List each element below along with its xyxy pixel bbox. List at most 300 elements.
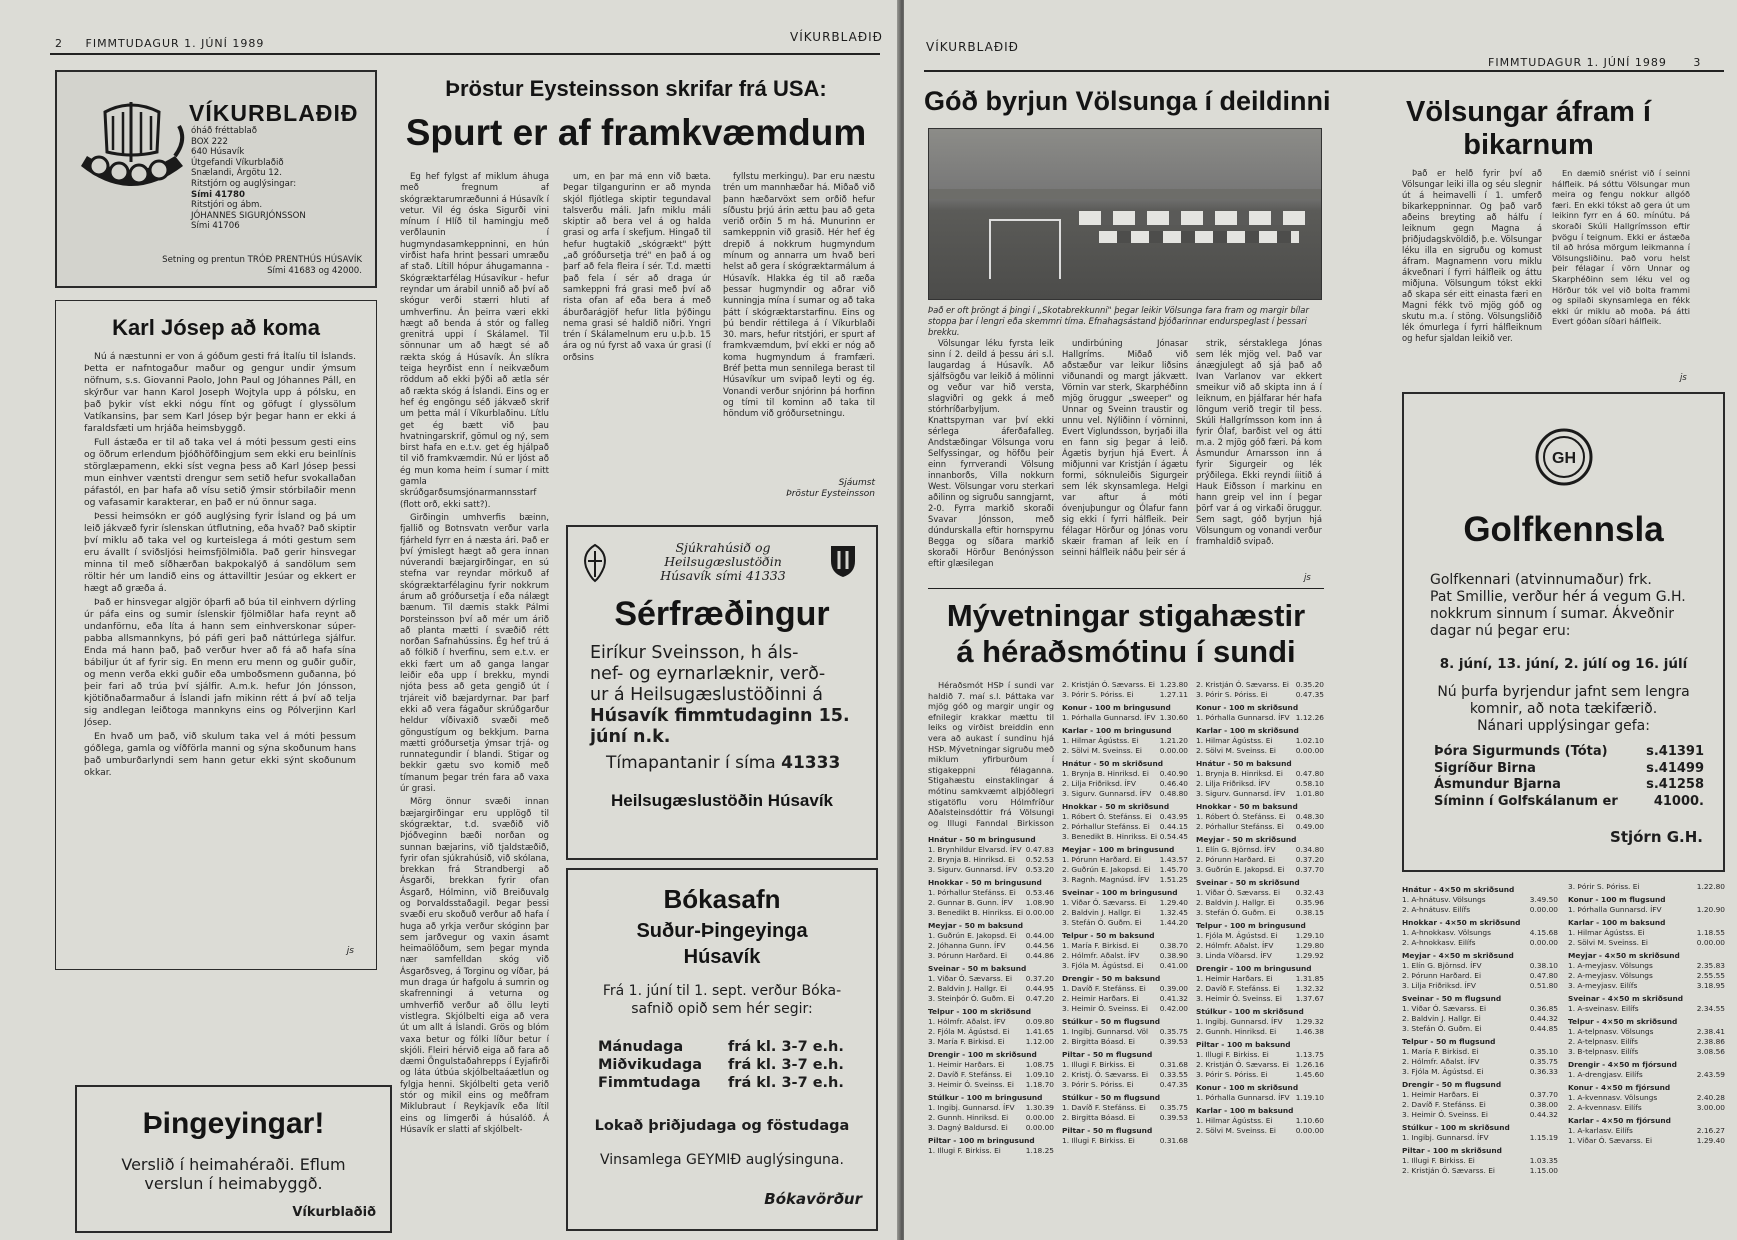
result-row xyxy=(928,865,1054,875)
swim-time: 0.38.70 xyxy=(1159,941,1188,950)
title-line: Mývetningar stigahæstir xyxy=(946,598,1306,633)
event-heading: Karlar - 100 m baksund xyxy=(1196,1106,1294,1115)
swim-time: 1.12.26 xyxy=(1295,713,1324,722)
event-heading: Konur - 4×50 m fjórsund xyxy=(1568,1083,1671,1092)
swim-time: 0.00.00 xyxy=(1159,746,1188,755)
result-row xyxy=(928,1113,1054,1123)
event-heading: Telpur - 4×50 m skriðsund xyxy=(1568,1017,1678,1026)
swimmer-name: 1. Þórhalla Gunnarsd. ÍFV xyxy=(1196,1093,1290,1102)
swim-time: 0.39.53 xyxy=(1159,1037,1188,1046)
bikar-col-1 xyxy=(1402,168,1542,378)
swimmer-name: 3. Sigurv. Gunnarsd. ÍFV xyxy=(1196,789,1286,798)
result-row xyxy=(1568,1093,1725,1103)
swim-time: 3.18.95 xyxy=(1696,981,1725,990)
swimmer-name: 2. Birgitta Bóasd. Ei xyxy=(1062,1037,1135,1046)
thingeyingar-title: Þingeyingar! xyxy=(142,1107,325,1140)
serfraedingur-box xyxy=(566,525,878,860)
result-row xyxy=(1402,928,1558,938)
org-line: Húsavík sími 41333 xyxy=(660,568,786,583)
result-row xyxy=(1402,1133,1558,1143)
result-row xyxy=(928,1123,1054,1133)
swim-time: 1.15.00 xyxy=(1529,1166,1558,1175)
parked-cars xyxy=(1079,211,1309,225)
goalpost xyxy=(989,219,991,279)
masthead-line: 640 Húsavík xyxy=(191,147,245,158)
running-head-right: VÍKURBLAÐIÐ xyxy=(926,40,1019,54)
hours-day: Mánudaga xyxy=(598,1039,684,1055)
swim-time: 0.46.40 xyxy=(1159,779,1188,788)
title-line: bikarnum xyxy=(1463,129,1594,161)
result-row xyxy=(1196,974,1324,984)
swimmer-name: 2. Lilja Friðriksd. ÍFV xyxy=(1196,779,1270,788)
result-row xyxy=(1196,941,1324,951)
swim-time: 0.37.70 xyxy=(1529,1090,1558,1099)
title-line: á héraðsmótinu í sundi xyxy=(956,634,1296,669)
more-line: Nánari upplýsingar gefa: xyxy=(1477,718,1650,734)
swim-time: 0.37.20 xyxy=(1025,974,1054,983)
result-row xyxy=(1196,1126,1324,1136)
swimmer-name: 2. Kristj. Ó. Sævarss. Ei xyxy=(1062,1070,1149,1079)
result-row xyxy=(1062,1037,1188,1047)
photo-caption: Það er oft þröngt á þingi í „Skotabrekkunni" þegar leikir Völsunga fara fram og margir bílar stoppa þar í lengri eða skemmri tíma. Efnahagsástand þjóðarinnar endurspeglast í þessari brekku. xyxy=(928,305,1309,337)
result-row xyxy=(1062,736,1188,746)
swim-time: 0.48.30 xyxy=(1295,812,1324,821)
swim-time: 0.31.68 xyxy=(1159,1136,1188,1145)
result-row xyxy=(1062,1070,1188,1080)
swim-time: 0.44.86 xyxy=(1025,951,1054,960)
swim-time: 2.43.59 xyxy=(1696,1070,1725,1079)
masthead-line: Sími 41706 xyxy=(191,221,240,232)
result-row xyxy=(928,974,1054,984)
masthead-line: Snælandi, Árgötu 12. xyxy=(191,168,282,179)
contact-row xyxy=(1434,794,1704,811)
swimmer-name: 2. Hólmfr. Aðalst. ÍFV xyxy=(1062,951,1140,960)
throstur-sign xyxy=(723,478,875,500)
swim-time: 0.48.80 xyxy=(1159,789,1188,798)
swim-time: 0.00.00 xyxy=(1295,746,1324,755)
paragraph: undirbúning Jónasar Hallgríms. Miðað við aðstæður var leikur liðsins viðunandi og margt jákvætt. Vörnin var sterk, Skarphéðinn mjög öruggur „sweeper" og Unnar og Sveinn traustir og unnu vel. Nýliðinn í vörninni, Evert Viglundsson, byrjaði illa en fann sig þegar á leið. Ágætis byrjun hjá Evert. Á miðjunni var Kristján í ágætu formi, sóknuleiðis Sigurgeir sem lék skynsamlega. Helgi var aftur á móti óvenjuþungur og Ólafur fann sig ekki í fyrri hálfleik. Þeir félagar Hörður og Jónas voru skæir framan af leik en í seinni hálfleik náðu þeir sér á xyxy=(1062,338,1188,557)
event-heading: Telpur - 100 m skriðsund xyxy=(928,1007,1032,1016)
event-heading: Sveinar - 50 m flugsund xyxy=(1402,994,1502,1003)
title-line: Völsungar áfram í xyxy=(1406,96,1651,128)
result-row xyxy=(1062,875,1188,885)
swimmer-name: 1. A-sveinasv. Eilífs xyxy=(1568,1004,1639,1013)
org-line: Heilsugæslustöðin xyxy=(664,554,782,569)
event-heading: Hnátur - 50 m skriðsund xyxy=(1062,759,1164,768)
paragraph: Nú á næstunni er von á góðum gesti frá Ítalíu til Íslands. Þetta er nafntogaður maður og gengur undir ýmsum nöfnum, s.s. Giovanni Paolo, John Paul og Jóhannes Páll, en skýrður var hann Karol Joseph Wojtyla upp á pólsku, en það þykir víst ekki nógu fínt og göfugt í glyssölum Vatíkansins, þar sem Karl Jósep býr þegar hann er ekki á faraldsfæti um hrjáða heimsbyggð. xyxy=(84,351,356,434)
golf-signature: Stjórn G.H. xyxy=(1610,828,1703,846)
result-row xyxy=(1402,1166,1558,1176)
bikar-col-2 xyxy=(1552,168,1690,368)
volsungar-sign: js xyxy=(1304,572,1311,582)
swim-time: 0.47.20 xyxy=(1025,994,1054,1003)
result-row xyxy=(1196,779,1324,789)
intro-line: nokkrum sinnum í sumar. Ákveðnir xyxy=(1430,606,1675,622)
event-heading: Drengir - 100 m skriðsund xyxy=(928,1050,1037,1059)
contact-phone: s.41391 xyxy=(1646,744,1704,759)
result-row xyxy=(928,1037,1054,1047)
golf-dates: 8. júní, 13. júní, 2. júlí og 16. júlí xyxy=(1439,656,1688,672)
result-row xyxy=(1062,690,1188,700)
serfraedingur-appt xyxy=(606,753,866,773)
result-row xyxy=(1062,918,1188,928)
result-row xyxy=(1402,905,1558,915)
divider xyxy=(924,70,1724,72)
masthead-box xyxy=(55,70,377,288)
paragraph: En hvað um það, við skulum taka vel á móti þessum góðlega, gamla og víðförla manni og sýna skoðunum hans það umburðarlyndi sem hann getur ekki sýnt skoðunum okkar. xyxy=(84,731,356,778)
swimmer-name: 2. Sölvi M. Sveinss. Ei xyxy=(1062,746,1142,755)
serfraedingur-title: Sérfræðingur xyxy=(614,595,830,633)
result-row xyxy=(1196,931,1324,941)
swim-time: 2.16.27 xyxy=(1696,1126,1725,1135)
swimmer-name: 3. Stefán Ó. Guðm. Ei xyxy=(1196,908,1276,917)
result-row xyxy=(928,994,1054,1004)
swim-time: 1.26.16 xyxy=(1295,1060,1324,1069)
result-row xyxy=(928,1027,1054,1037)
result-row xyxy=(1568,1136,1725,1146)
event-heading: Piltar - 100 m bringusund xyxy=(928,1136,1035,1145)
swim-time: 1.23.80 xyxy=(1159,680,1188,689)
myvetningar-intro xyxy=(928,680,1054,830)
results-col-e xyxy=(1568,882,1725,1237)
result-row xyxy=(1402,1156,1558,1166)
bokasafn-keep: Vinsamlega GEYMIÐ auglýsinguna. xyxy=(600,1152,844,1168)
swimmer-name: 3. Þórir S. Þóriss. Ei xyxy=(1196,1070,1268,1079)
swimmer-name: 1. Heimir Harðars. Ei xyxy=(928,1060,1005,1069)
body-line: ur á Heilsugæslustöðinni á xyxy=(590,685,823,705)
swim-time: 1.02.10 xyxy=(1295,736,1324,745)
contact-row xyxy=(1434,777,1704,794)
result-row xyxy=(1402,1100,1558,1110)
swimmer-name: 2. Baldvin J. Hallgr. Ei xyxy=(1062,908,1141,917)
paragraph: Ég hef fylgst af miklum áhuga með fregnum af skógræktarumræðunni á Húsavík í vetur. Vil ég óska Sigurði vini mínum í Hlíð til hamingju með verðlaunin í hugmyndasamkeppninni, en hún virðist hafa hrint þessari umræðu af stað. Lítill hópur áhugamanna - Skógræktarfélag Húsavíkur - hefur reyndar um árabil unnið að því að skógur verði stærri hluti af umhverfinu. Án þeirra væri ekki hægt að benda á stór og falleg grenitrá uppi í Skálamel. Til sönnunar um að hægt sé að rækta skóg á Húsavík. Án slíkra teiga heyrðist enn í neikvæðum röddum að ekki þýði að ætla sér að rækta skóg á Íslandi. Eins og er hef ég engöngu séð jákvæð skrif um þetta mál í Víkurblaðinu. Lítlu get ég bætt við þau hvatningarskrif, gömul og ný, sem birst hafa en e.t.v. get ég hjálpað til við framkvæmdir. Nú er ljóst að ég mun koma heim í sumar í mitt gamla skrúðgarðsumsjónarmannsstarf (flott orð, ekki satt?). xyxy=(400,172,549,510)
swim-time: 1.41.65 xyxy=(1025,1027,1054,1036)
right-page xyxy=(904,0,1737,1240)
contact-name: Síminn í Golfskálanum er xyxy=(1434,793,1618,809)
swimmer-name: 1. A-karlasv. Eilífs xyxy=(1568,1126,1633,1135)
swimmer-name: 3. Sigurv. Gunnarsd. ÍFV xyxy=(1062,789,1152,798)
swim-time: 0.47.80 xyxy=(1295,769,1324,778)
swimmer-name: 2. A-hnátusv. Eilífs xyxy=(1402,905,1471,914)
hours-time: frá kl. 3-7 e.h. xyxy=(728,1039,844,1055)
bokasafn-closed: Lokað þriðjudaga og föstudaga xyxy=(594,1118,850,1134)
bokasafn-intro xyxy=(568,982,876,1018)
swimmer-name: 1. Elín G. Björnsd. ÍFV xyxy=(1402,961,1482,970)
result-row xyxy=(1196,1116,1324,1126)
swimmer-name: 1. Brynja B. Hinriksd. Ei xyxy=(1062,769,1149,778)
event-heading: Konur - 100 m skriðsund xyxy=(1196,1083,1299,1092)
swimmer-name: 2. Lilja Friðriksd. ÍFV xyxy=(1062,779,1136,788)
result-row xyxy=(1196,736,1324,746)
swim-time: 1.37.67 xyxy=(1295,994,1324,1003)
swimmer-name: 3. Fjóla M. Ágústsd. Ei xyxy=(1402,1067,1484,1076)
swim-time: 0.54.45 xyxy=(1159,832,1188,841)
swimmer-name: 3. Þórir S. Þóriss. Ei xyxy=(1196,690,1268,699)
contact-phone: 41000. xyxy=(1653,793,1704,809)
result-row xyxy=(1568,1037,1725,1047)
swim-time: 0.35.75 xyxy=(1159,1103,1188,1112)
swim-time: 0.44.15 xyxy=(1159,822,1188,831)
swim-time: 1.29.32 xyxy=(1295,1017,1324,1026)
contact-row xyxy=(1434,744,1704,761)
swim-time: 0.47.80 xyxy=(1529,971,1558,980)
org-line: Sjúkrahúsið og xyxy=(675,540,771,555)
result-row xyxy=(1402,1024,1558,1034)
swimmer-name: 2. Gunnh. Hinriksd. Ei xyxy=(928,1113,1009,1122)
swimmer-name: 1. Hilmar Ágústss. Ei xyxy=(1196,736,1273,745)
swimmer-name: 1. A-meyjasv. Völsungs xyxy=(1568,961,1653,970)
result-row xyxy=(1196,855,1324,865)
result-row xyxy=(1062,1060,1188,1070)
event-heading: Meyjar - 50 m baksund xyxy=(928,921,1024,930)
result-row xyxy=(1402,971,1558,981)
swim-time: 1.20.90 xyxy=(1696,905,1725,914)
swim-time: 0.44.95 xyxy=(1025,984,1054,993)
bikar-title xyxy=(1332,96,1725,162)
result-row xyxy=(928,941,1054,951)
results-col-b xyxy=(1062,680,1188,1237)
result-row xyxy=(1568,905,1725,915)
contact-phone: s.41258 xyxy=(1646,777,1704,792)
swimmer-name: 1. Elín G. Björnsd. ÍFV xyxy=(1196,845,1276,854)
karl-title: Karl Jósep að koma xyxy=(112,315,320,340)
hours-time: frá kl. 3-7 e.h. xyxy=(728,1075,844,1091)
thingeyingar-line: verslun í heimabyggð. xyxy=(144,1174,323,1193)
swimmer-name: 1. Heimir Harðars. Ei xyxy=(1196,974,1273,983)
result-row xyxy=(928,855,1054,865)
swim-time: 0.58.10 xyxy=(1295,779,1324,788)
swimmer-name: 1. A-drengjasv. Eilífs xyxy=(1568,1070,1643,1079)
swimmer-name: 2. Birgitta Bóasd. Ei xyxy=(1062,1113,1135,1122)
result-row xyxy=(928,908,1054,918)
result-row xyxy=(1062,713,1188,723)
serfraedingur-org xyxy=(608,541,838,583)
swimmer-name: 1. Þórhalla Gunnarsd. ÍFV xyxy=(1568,905,1662,914)
thingeyingar-text xyxy=(77,1155,390,1193)
event-heading: Sveinar - 50 m skriðsund xyxy=(1196,878,1300,887)
swimmer-name: 3. Þórir S. Þóriss. Ei xyxy=(1568,882,1640,891)
throstur-col-1 xyxy=(400,172,549,1232)
swim-time: 0.32.43 xyxy=(1295,888,1324,897)
bokasafn-town: Húsavík xyxy=(683,946,761,968)
swimmer-name: 1. A-hnátusv. Völsungs xyxy=(1402,895,1486,904)
swim-time: 0.51.80 xyxy=(1529,981,1558,990)
more-line: komnir, að nota tækifærið. xyxy=(1469,701,1658,717)
bokasafn-box xyxy=(566,868,878,1231)
swimmer-name: 2. A-kvennasv. Eilífs xyxy=(1568,1103,1642,1112)
swim-time: 1.45.60 xyxy=(1295,1070,1324,1079)
swim-time: 0.44.00 xyxy=(1025,931,1054,940)
swimmer-name: 1. Davíð F. Stefánss. Ei xyxy=(1062,984,1146,993)
swim-time: 2.34.55 xyxy=(1696,1004,1725,1013)
result-row xyxy=(1196,713,1324,723)
myvetningar-title xyxy=(928,598,1324,670)
masthead-line: BOX 222 xyxy=(191,136,228,147)
paragraph: Þessi heimsókn er góð auglýsing fyrir Ísland og þá um leið jákvæð fyrir íslenskan útflutning, eða hvað? Það skiptir því miklu að taka vel og kurteislega á móti gestum sem eru ávallt í sviðsljósi heimsfjölmiðla. Það gerir hinsvegar minna til með síðhærðan bakpokalýð á sandölum sem röltir hér um landið eins og áttavilltir Jesúar og ekkert er hægt að græða á. xyxy=(84,511,356,594)
result-row xyxy=(1196,746,1324,756)
swim-time: 1.31.85 xyxy=(1295,974,1324,983)
event-heading: Drengir - 4×50 m fjórsund xyxy=(1568,1060,1677,1069)
sign-line: Þröstur Eysteinsson xyxy=(786,489,875,499)
event-heading: Stúlkur - 100 m skriðsund xyxy=(1196,1007,1304,1016)
result-row xyxy=(928,845,1054,855)
swim-time: 0.42.00 xyxy=(1159,1004,1188,1013)
result-row xyxy=(928,888,1054,898)
swim-time: 1.29.92 xyxy=(1295,951,1324,960)
print-line: Setning og prentun TRÓÐ PRENTHÚS HÚSAVÍK xyxy=(162,255,362,265)
masthead-name: VÍKURBLAÐIÐ xyxy=(189,100,359,126)
swimmer-name: 1. A-hnokkasv. Völsungs xyxy=(1402,928,1491,937)
result-row xyxy=(1196,822,1324,832)
result-row xyxy=(1196,1027,1324,1037)
result-row xyxy=(1568,1027,1725,1037)
result-row xyxy=(1062,1103,1188,1113)
swimmer-name: 2. Kristján Ó. Sævarss. Ei xyxy=(1196,1060,1289,1069)
swim-time: 0.38.00 xyxy=(1529,1100,1558,1109)
golf-intro xyxy=(1430,572,1710,640)
swimmer-name: 3. Heimir Ó. Sveinss. Ei xyxy=(1402,1110,1488,1119)
swim-time: 0.36.33 xyxy=(1529,1067,1558,1076)
swimmer-name: 1. A-telpnasv. Völsungs xyxy=(1568,1027,1654,1036)
event-heading: Piltar - 50 m flugsund xyxy=(1062,1126,1153,1135)
swimmer-name: 1. Þórunn Harðard. Ei xyxy=(1062,855,1142,864)
bokasafn-signature: Bókavörður xyxy=(764,1190,862,1208)
result-row xyxy=(1062,865,1188,875)
swimmer-name: 1. Róbert Ó. Stefánss. Ei xyxy=(1196,812,1286,821)
event-heading: Telpur - 50 m baksund xyxy=(1062,931,1155,940)
swimmer-name: 3. Stefán Ó. Guðm. Ei xyxy=(1062,918,1142,927)
event-heading: Karlar - 100 m bringusund xyxy=(1062,726,1172,735)
swim-time: 1.15.19 xyxy=(1529,1133,1558,1142)
throstur-title: Spurt er af framkvæmdum xyxy=(405,112,867,153)
event-heading: Hnátur - 50 m baksund xyxy=(1196,759,1292,768)
result-row xyxy=(1402,1014,1558,1024)
swimmer-name: 2. Sölvi M. Sveinss. Ei xyxy=(1196,1126,1276,1135)
result-row xyxy=(1196,865,1324,875)
swim-time: 3.49.50 xyxy=(1529,895,1558,904)
swim-time: 1.10.60 xyxy=(1295,1116,1324,1125)
result-row xyxy=(1062,822,1188,832)
paragraph: Héraðsmót HSÞ í sundi var haldið 7. maí s.l. Þáttaka var mjög góð og margir ungir og efnilegir krakkar mættu til leiks og virðist breiddin enn vera að aukast í sundinu hjá HSÞ. Mývetningar sigruðu með miklum yfirburðum í stigakeppni félaganna. Stigahæstu einstaklingar á mótinu samkvæmt alþjóðlegri stigatöflu voru Hólmfríður Aðalsteinsdóttir frá Völsungi og Illugi Fanndal Birkisson xyxy=(928,680,1054,828)
result-row xyxy=(1062,1027,1188,1037)
result-row xyxy=(928,898,1054,908)
body-line: Húsavík fimmtudaginn 15. xyxy=(590,706,850,726)
event-heading: Meyjar - 50 m skriðsund xyxy=(1196,835,1297,844)
event-heading: Piltar - 50 m flugsund xyxy=(1062,1050,1153,1059)
result-row xyxy=(1062,898,1188,908)
swim-time: 1.22.80 xyxy=(1696,882,1725,891)
divider xyxy=(928,588,1324,589)
body-line: nef- og eyrnarlæknir, verð- xyxy=(590,664,826,684)
swim-time: 1.29.40 xyxy=(1696,1136,1725,1145)
swimmer-name: 1. Þórhalla Gunnarsd. ÍFV xyxy=(1062,713,1156,722)
swimmer-name: 3. Sigurv. Gunnarsd. ÍFV xyxy=(928,865,1018,874)
swimmer-name: 2. Davíð F. Stefánss. Ei xyxy=(1196,984,1280,993)
swim-time: 0.36.85 xyxy=(1529,1004,1558,1013)
swim-time: 0.35.96 xyxy=(1295,898,1324,907)
masthead-line: Útgefandi Víkurblaðið xyxy=(191,157,284,168)
swimmer-name: 1. Róbert Ó. Stefánss. Ei xyxy=(1062,812,1152,821)
paragraph: fyllstu merkingu). Þar eru næstu trén um mannhæðar há. Miðað við þann hæðarvöxt sem orðið hefur síðustu þrjú árin ættu þau að geta verið orðin 5 m há. Munurinn er samkeppnin við grasið. Hér hef ég drepið á nokkrum hugmyndum mínum og annarra um hvað beri helst að gera í skógræktarmálum á Húsavík. Hlakka ég til að ræða þessar hugmyndir og aðrar við kunningja mína í sumar og að taka þátt í skógræktarstarfinu. Eins og þú bendir réttilega á í Víkurblaði 30. mars, hefur ritstjóri, er spurt af framkvæmdum, því ekki er nóg að koma hugmyndum á framfæri. Bréf þetta mun sennilega berast til Húsavíkur um svipað leyti og ég. Vonandi verður snjórinn þá horfinn og tími til kominn að taka til höndum við gróðursetningu. xyxy=(723,172,875,420)
swimmer-name: 1. Davíð F. Stefánss. Ei xyxy=(1062,1103,1146,1112)
hours-row xyxy=(598,1074,858,1092)
folio-right xyxy=(1488,56,1701,69)
result-row xyxy=(1196,690,1324,700)
swim-time: 3.08.56 xyxy=(1696,1047,1725,1056)
event-heading: Drengir - 50 m flugsund xyxy=(1402,1080,1502,1089)
result-row xyxy=(1196,680,1324,690)
swimmer-name: 3. Heimir Ó. Sveinss. Ei xyxy=(1062,1004,1148,1013)
swimmer-name: 1. Viðar Ó. Sævarss. Ei xyxy=(1062,898,1147,907)
swimmer-name: 2. Baldvin J. Hallgr. Ei xyxy=(1196,898,1275,907)
result-row xyxy=(1568,961,1725,971)
folio-date: FIMMTUDAGUR 1. JÚNÍ 1989 xyxy=(1488,56,1667,69)
hours-row xyxy=(598,1056,858,1074)
result-row xyxy=(1062,789,1188,799)
result-row xyxy=(1402,1090,1558,1100)
swimmer-name: 1. Þórhalla Gunnarsd. ÍFV xyxy=(1196,713,1290,722)
result-row xyxy=(1062,1113,1188,1123)
swim-time: 1.32.45 xyxy=(1159,908,1188,917)
sign-line: Sjáumst xyxy=(838,478,875,488)
serfraedingur-body xyxy=(590,643,860,748)
contact-name: Ásmundur Bjarna xyxy=(1434,777,1561,792)
result-row xyxy=(1402,1067,1558,1077)
event-heading: Telpur - 50 m flugsund xyxy=(1402,1037,1496,1046)
event-heading: Hnokkar - 50 m baksund xyxy=(1196,802,1298,811)
golf-box xyxy=(1402,392,1725,872)
result-row xyxy=(1402,1004,1558,1014)
viking-ship-logo xyxy=(71,96,189,206)
swimmer-name: 2. Kristján Ó. Sævarss. Ei xyxy=(1196,680,1289,689)
swimmer-name: 3. B-telpnasv. Eilífs xyxy=(1568,1047,1639,1056)
thingeyingar-box xyxy=(75,1085,392,1233)
swimmer-name: 2. Sölvi M. Sveinss. Ei xyxy=(1196,746,1276,755)
swim-time: 0.35.75 xyxy=(1529,1057,1558,1066)
paragraph: Mörg önnur svæði innan bæjargirðingar eru upplögð til skógræktar, t.d. svæðið við Þjóðveginn bæði norðan og sunnan bæjarins, við tjaldstæðið, fyrir ofan sjúkrahúsið, við skólana, brekkan frá Strandbergi að Ásgarði, brekkan fyrir ofan Ásgarð, Hólminn, við Breiðuvalg og Þorvaldsstaðagil. Þegar þessi svæði eru skoðuð verður að hafa í huga að yrkja verður skóginn þar sem jarðvegur og vaxin ásamt heimaölöðum, sem þegar mynda nær samfelldan skóg við Ásgarðsveg, á Torginu og víðar, þá mun draga úr hafgolu á sumrin og skafrenningi á veturna og umhverfið verður að öllu leyti vistlegra. Skjólbelti eiga að vera út um allt á Íslandi. Grös og blóm vaxa betur og fólki líður betur í skjóli. Fleiri hérvið eiga að fara að dæmi Öngulstaðahrepps í Eyjafirði og láta útbúa skjólbeltaáætlun og fylgja henni. Skjólbelti geta verið stór og mikil eins og meðfram Miklubraut í Reykjavík eða lítil eins og limgerði á húsalóð. Á Húsavík er slatti af skjólbelt- xyxy=(400,797,549,1135)
swim-time: 0.00.00 xyxy=(1025,1123,1054,1132)
swimmer-name: 1. Illugi F. Birkiss. Ei xyxy=(1196,1050,1269,1059)
goalpost xyxy=(1059,219,1061,279)
event-heading: Hnátur - 4×50 m skriðsund xyxy=(1402,885,1515,894)
swim-time: 2.40.28 xyxy=(1696,1093,1725,1102)
result-row xyxy=(1568,981,1725,991)
swim-time: 0.53.46 xyxy=(1025,888,1054,897)
result-row xyxy=(1196,789,1324,799)
result-row xyxy=(1568,1103,1725,1113)
result-row xyxy=(1062,746,1188,756)
swimmer-name: 1. Fjóla M. Ágústsd. Ei xyxy=(1196,931,1278,940)
result-row xyxy=(1402,1047,1558,1057)
result-row xyxy=(1196,1093,1324,1103)
event-heading: Sveinar - 100 m bringusund xyxy=(1062,888,1178,897)
paragraph: Það er hinsvegar algjör óþarfi að búa til einhvern dýrling úr páfa eins og sumir íslenskir fjölmiðlar hafa reynt að undanförnu, eða líta á hann sem einhverskonar súper-pabba allsmannkyns, þó páfi geri það náttúrlega sjálfur. Enda má hann það, það verður hver að fá að hafa sína bábiljur út af fyrir sig. En menn eru menn og guðir guðir, og menn verða ekki guðir eða umboðsmenn guðanna, þó þeir fari að trúa því sjálfir. A.m.k. hefur Jón Jónsson, kjötiðnaðarmaður á Íslandi jafn mikinn rétt á því að telja sig andlegan leiðtoga mannkyns eins og Pólverjinn Karl Jósep. xyxy=(84,597,356,728)
event-heading: Konur - 100 m flugsund xyxy=(1568,895,1666,904)
swimmer-name: 3. Þórir S. Þóriss. Ei xyxy=(1062,690,1134,699)
swimmer-name: 2. Þórunn Harðard. Ei xyxy=(1402,971,1482,980)
throstur-kicker: Þröstur Eysteinsson skrifar frá USA: xyxy=(445,76,827,101)
appt-phone: 41333 xyxy=(781,753,841,773)
swimmer-name: 1. Viðar Ó. Sævarss. Ei xyxy=(1196,888,1281,897)
bokasafn-hours xyxy=(598,1038,858,1092)
contact-name: Sigríður Birna xyxy=(1434,760,1536,776)
result-row xyxy=(1196,898,1324,908)
swimmer-name: 1. Ingibj. Gunnarsd. ÍFV xyxy=(1196,1017,1283,1026)
result-row xyxy=(1568,1070,1725,1080)
swim-time: 0.09.80 xyxy=(1025,1017,1054,1026)
hours-day: Fimmtudaga xyxy=(598,1075,701,1091)
result-row xyxy=(928,1017,1054,1027)
